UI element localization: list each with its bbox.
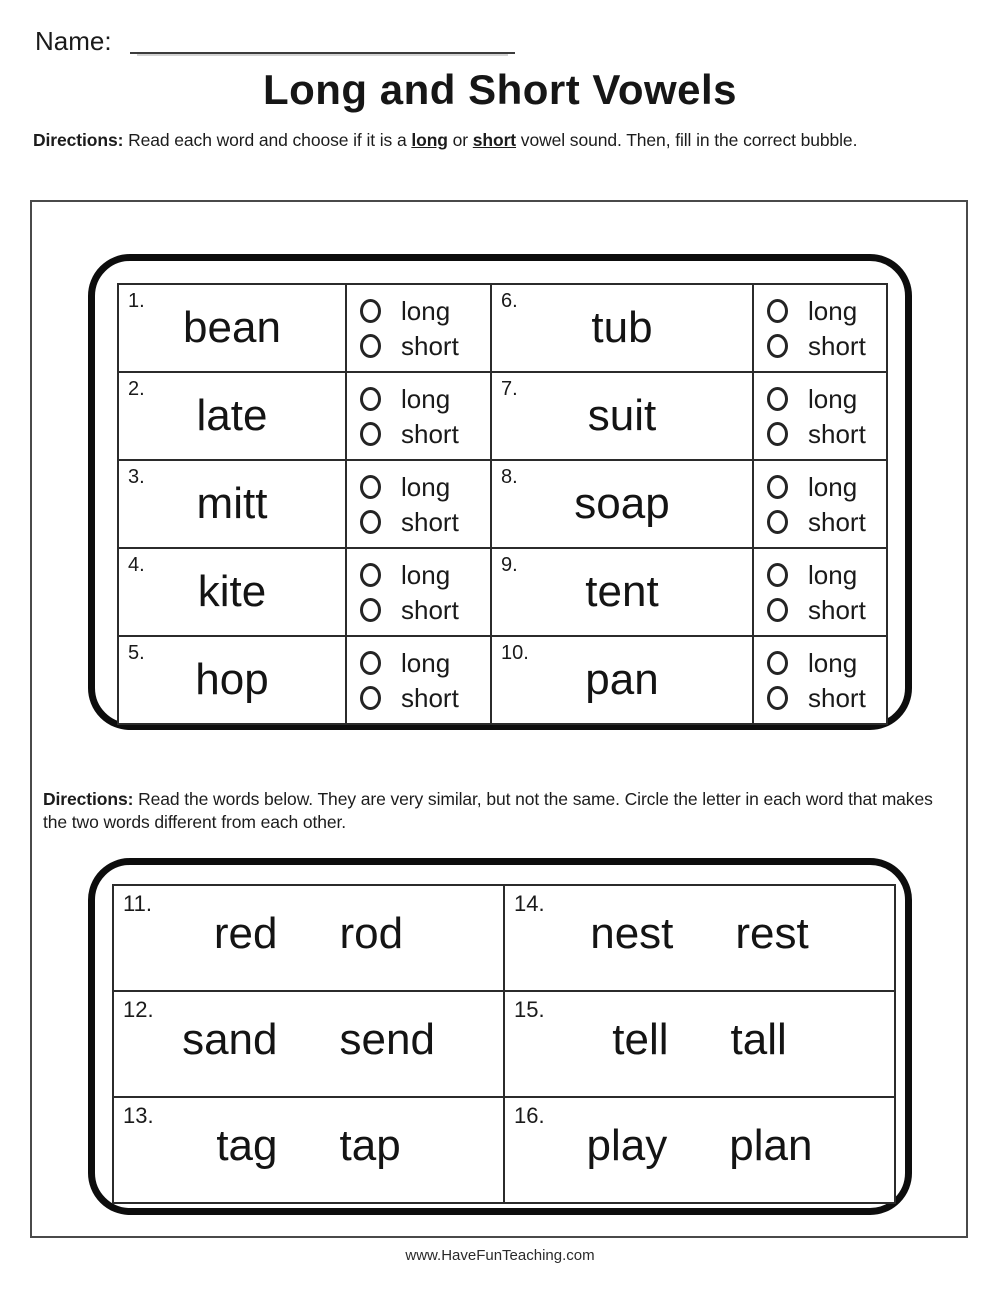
long-bubble-icon[interactable] (767, 387, 788, 411)
short-option-3[interactable] (360, 506, 490, 537)
directions-2 (43, 788, 948, 834)
short-label: short (401, 418, 459, 449)
bubble-cell-10 (753, 636, 887, 724)
word-cell-7 (491, 372, 753, 460)
footer-url: www.HaveFunTeaching.com (405, 1247, 595, 1264)
pair-word-1: nest (590, 909, 674, 958)
pair-cell-12 (113, 991, 504, 1097)
bubble-cell-4 (346, 548, 491, 636)
long-bubble-icon[interactable] (360, 299, 381, 323)
word-cell-10 (491, 636, 753, 724)
short-option-7[interactable] (767, 418, 886, 449)
long-option-10[interactable] (767, 647, 886, 678)
short-label: short (808, 594, 866, 625)
short-label: short (808, 682, 866, 713)
long-option-8[interactable] (767, 471, 886, 502)
word-cell-1 (118, 284, 346, 372)
pairs-row-3 (113, 1097, 895, 1203)
bubble-cell-9 (753, 548, 887, 636)
short-bubble-icon[interactable] (767, 422, 788, 446)
bubble-cell-5 (346, 636, 491, 724)
name-label: Name: (35, 26, 112, 56)
pair-cell-13 (113, 1097, 504, 1203)
directions-1-label: Directions: (33, 130, 124, 150)
item-number: 12. (123, 997, 154, 1022)
item-number: 1. (128, 290, 145, 312)
long-option-7[interactable] (767, 383, 886, 414)
directions-1-short-word: short (472, 130, 517, 150)
bubble-cell-6 (753, 284, 887, 372)
word-cell-9 (491, 548, 753, 636)
pairs-table (112, 884, 896, 1204)
pair-word-1: tag (216, 1121, 278, 1170)
pairs-row-1 (113, 885, 895, 991)
word-cell-4 (118, 548, 346, 636)
long-option-1[interactable] (360, 295, 490, 326)
short-option-1[interactable] (360, 330, 490, 361)
pair-word-2: tap (339, 1121, 401, 1170)
long-label: long (808, 647, 858, 678)
item-word: soap (574, 479, 670, 528)
short-bubble-icon[interactable] (360, 422, 381, 446)
word-cell-5 (118, 636, 346, 724)
bubble-cell-3 (346, 460, 491, 548)
item-number: 4. (128, 554, 145, 576)
short-label: short (401, 594, 459, 625)
directions-1-long-word: long (411, 130, 448, 150)
short-option-6[interactable] (767, 330, 886, 361)
item-word: late (196, 391, 268, 440)
short-label: short (401, 682, 459, 713)
long-option-6[interactable] (767, 295, 886, 326)
long-bubble-icon[interactable] (360, 387, 381, 411)
page-title: Long and Short Vowels (262, 66, 738, 113)
item-number: 13. (123, 1103, 154, 1128)
long-label: long (808, 559, 858, 590)
short-bubble-icon[interactable] (360, 686, 381, 710)
long-bubble-icon[interactable] (767, 563, 788, 587)
long-label: long (401, 383, 451, 414)
long-option-4[interactable] (360, 559, 490, 590)
item-number: 6. (501, 290, 518, 312)
item-number: 9. (501, 554, 518, 576)
short-bubble-icon[interactable] (767, 598, 788, 622)
short-bubble-icon[interactable] (360, 510, 381, 534)
pair-cell-16 (504, 1097, 895, 1203)
item-number: 15. (514, 997, 545, 1022)
vowel-row-2 (118, 372, 887, 460)
pair-cell-11 (113, 885, 504, 991)
short-label: short (401, 506, 459, 537)
short-bubble-icon[interactable] (767, 686, 788, 710)
pair-word-1: tell (612, 1015, 669, 1064)
pair-word-2: tall (730, 1015, 787, 1064)
pair-word-2: rest (735, 909, 809, 958)
long-bubble-icon[interactable] (767, 651, 788, 675)
directions-1-after: vowel sound. Then, fill in the correct bubble. (516, 130, 858, 150)
long-label: long (401, 295, 451, 326)
long-bubble-icon[interactable] (360, 475, 381, 499)
item-number: 7. (501, 378, 518, 400)
short-bubble-icon[interactable] (360, 598, 381, 622)
item-word: kite (197, 567, 267, 616)
vowel-table (117, 283, 888, 725)
pair-cell-15 (504, 991, 895, 1097)
short-bubble-icon[interactable] (767, 510, 788, 534)
item-word: mitt (196, 479, 268, 528)
word-cell-6 (491, 284, 753, 372)
directions-1 (33, 130, 978, 151)
pair-word-1: sand (182, 1015, 278, 1064)
short-option-9[interactable] (767, 594, 886, 625)
vowel-row-4 (118, 548, 887, 636)
item-word: suit (587, 391, 657, 440)
bubble-cell-2 (346, 372, 491, 460)
item-number: 10. (501, 642, 529, 664)
item-number: 14. (514, 891, 545, 916)
bubble-cell-1 (346, 284, 491, 372)
item-word: tub (591, 303, 653, 352)
short-bubble-icon[interactable] (360, 334, 381, 358)
directions-2-label: Directions: (43, 789, 134, 809)
item-number: 2. (128, 378, 145, 400)
item-number: 3. (128, 466, 145, 488)
vowel-row-1 (118, 284, 887, 372)
long-label: long (401, 559, 451, 590)
short-bubble-icon[interactable] (767, 334, 788, 358)
word-cell-2 (118, 372, 346, 460)
item-number: 5. (128, 642, 145, 664)
long-option-2[interactable] (360, 383, 490, 414)
directions-1-before: Read each word and choose if it is a (123, 130, 412, 150)
short-option-5[interactable] (360, 682, 490, 713)
pair-word-2: plan (729, 1121, 813, 1170)
long-label: long (401, 647, 451, 678)
item-word: pan (585, 655, 659, 704)
long-bubble-icon[interactable] (360, 651, 381, 675)
pair-word-2: send (339, 1015, 435, 1064)
long-option-3[interactable] (360, 471, 490, 502)
short-option-8[interactable] (767, 506, 886, 537)
item-number: 11. (123, 891, 152, 916)
word-cell-3 (118, 460, 346, 548)
pair-word-1: red (213, 909, 278, 958)
short-label: short (808, 506, 866, 537)
long-label: long (808, 471, 858, 502)
pairs-row-2 (113, 991, 895, 1097)
short-option-2[interactable] (360, 418, 490, 449)
short-label: short (401, 330, 459, 361)
vowel-row-3 (118, 460, 887, 548)
long-bubble-icon[interactable] (360, 563, 381, 587)
long-option-5[interactable] (360, 647, 490, 678)
word-cell-8 (491, 460, 753, 548)
name-row (35, 28, 515, 54)
long-bubble-icon[interactable] (767, 475, 788, 499)
long-label: long (808, 383, 858, 414)
pair-word-2: rod (339, 909, 404, 958)
long-bubble-icon[interactable] (767, 299, 788, 323)
name-input-line[interactable] (130, 28, 515, 54)
pair-cell-14 (504, 885, 895, 991)
pair-word-1: play (586, 1121, 668, 1170)
short-label: short (808, 330, 866, 361)
bubble-cell-8 (753, 460, 887, 548)
item-word: bean (183, 303, 281, 352)
long-label: long (401, 471, 451, 502)
directions-1-middle: or (447, 130, 473, 150)
item-number: 8. (501, 466, 518, 488)
short-label: short (808, 418, 866, 449)
item-word: hop (195, 655, 269, 704)
item-number: 16. (514, 1103, 545, 1128)
short-option-10[interactable] (767, 682, 886, 713)
long-label: long (808, 295, 858, 326)
directions-2-text: Read the words below. They are very similar, but not the same. Circle the letter in each word that makes the two words different from each other. (43, 789, 933, 832)
vowel-row-5 (118, 636, 887, 724)
long-option-9[interactable] (767, 559, 886, 590)
bubble-cell-7 (753, 372, 887, 460)
short-option-4[interactable] (360, 594, 490, 625)
item-word: tent (585, 567, 659, 616)
